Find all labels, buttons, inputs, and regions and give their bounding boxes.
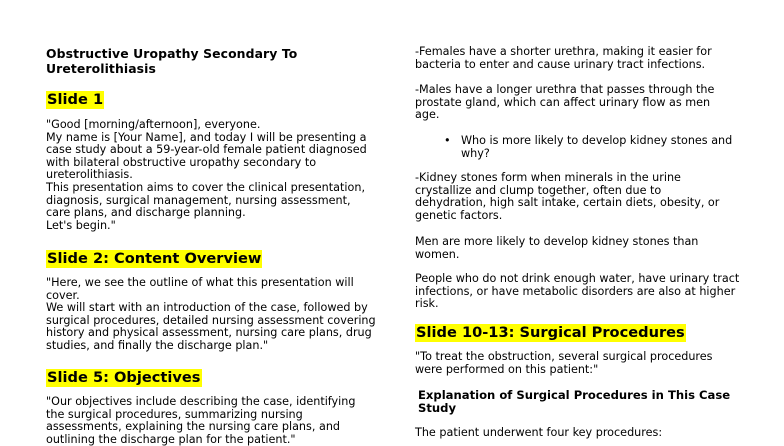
females-paragraph: -Females have a shorter urethra, making it easier for bacteria to enter and cause urinary tract infections. bbox=[415, 45, 712, 71]
slide-2-heading: Slide 2: Content Overview bbox=[47, 250, 262, 267]
men-paragraph: Men are more likely to develop kidney stones than women. bbox=[415, 235, 699, 261]
document-title: Obstructive Uropathy Secondary To Ureterolithiasis bbox=[46, 46, 298, 76]
slide-10-heading-wrap bbox=[415, 322, 686, 342]
procedures-subheading: Explanation of Surgical Procedures in This Case Study bbox=[418, 388, 731, 415]
slide-5-heading-wrap bbox=[46, 367, 202, 387]
slide-1-heading-wrap bbox=[46, 89, 104, 109]
kidney-stones-paragraph: -Kidney stones form when minerals in the urine crystallize and clump together, often due to dehydration, high salt intake, certain diets, obesity, or genetic factors. bbox=[415, 171, 720, 222]
bullet-question: Who is more likely to develop kidney stones and why? bbox=[461, 134, 733, 160]
slide-10-body: "To treat the obstruction, several surgical procedures were performed on this patient:" bbox=[415, 350, 713, 376]
people-paragraph: People who do not drink enough water, have urinary tract infections, or have metabolic disorders are also at higher risk. bbox=[415, 272, 740, 311]
slide-1-body: "Good [morning/afternoon], everyone. My name is [Your Name], and today I will be presenting a case study about a 59-year-old female patient diagnosed with bilateral obstructive uropathy secondary to ureterolithiasis. This presentation aims to cover the clinical presentation, diagnosis, surgical management, nursing assessment, care plans, and discharge planning. Let's begin." bbox=[46, 118, 367, 232]
slide-2-heading-wrap bbox=[46, 248, 262, 268]
slide-10-heading: Slide 10-13: Surgical Procedures bbox=[416, 324, 685, 341]
males-paragraph: -Males have a longer urethra that passes through the prostate gland, which can affect urinary flow as men age. bbox=[415, 83, 715, 122]
slide-5-heading: Slide 5: Objectives bbox=[47, 369, 201, 386]
slide-1-heading: Slide 1 bbox=[47, 91, 104, 108]
bullet-dot-icon: • bbox=[444, 134, 451, 147]
slide-2-body: "Here, we see the outline of what this presentation will cover. We will start with an introduction of the case, followed by surgical procedures, detailed nursing assessment covering history and physical assessment, nursing care plans, drug studies, and finally the discharge plan." bbox=[46, 276, 376, 352]
bullet-item bbox=[444, 134, 741, 160]
four-procedures-paragraph: The patient underwent four key procedures: bbox=[415, 426, 663, 439]
slide-5-body: "Our objectives include describing the case, identifying the surgical procedures, summarizing nursing assessments, explaining the nursing care plans, and outlining the discharge plan for the patient." bbox=[46, 395, 356, 446]
